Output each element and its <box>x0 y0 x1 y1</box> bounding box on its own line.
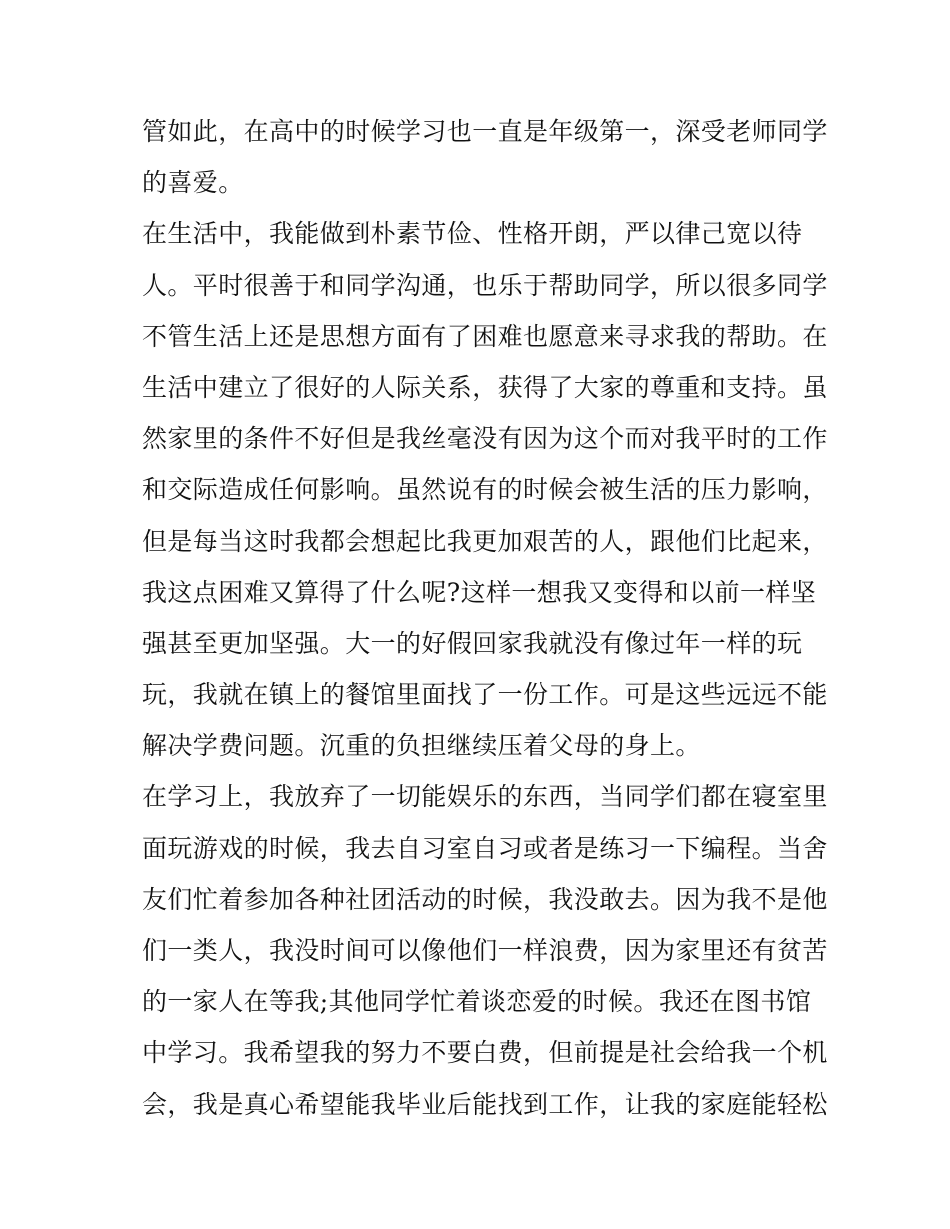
text-line: 生活中建立了很好的人际关系，获得了大家的尊重和支持。虽 <box>142 372 828 402</box>
text-line: 人。平时很善于和同学沟通，也乐于帮助同学，所以很多同学 <box>142 270 828 300</box>
text-line: 会，我是真心希望能我毕业后能找到工作，让我的家庭能轻松 <box>142 1089 828 1119</box>
text-line: 友们忙着参加各种社团活动的时候，我没敢去。因为我不是他 <box>142 884 828 914</box>
text-line: 们一类人，我没时间可以像他们一样浪费，因为家里还有贫苦 <box>142 936 828 965</box>
text-line: 不管生活上还是思想方面有了困难也愿意来寻求我的帮助。在 <box>142 321 828 351</box>
text-line: 和交际造成任何影响。虽然说有的时候会被生活的压力影响， <box>142 475 828 505</box>
text-line: 中学习。我希望我的努力不要白费，但前提是社会给我一个机 <box>142 1038 828 1068</box>
text-line: 管如此，在高中的时候学习也一直是年级第一，深受老师同学 <box>142 117 828 146</box>
text-line: 面玩游戏的时候，我去自习室自习或者是练习一下编程。当舍 <box>142 833 828 863</box>
text-line: 玩，我就在镇上的餐馆里面找了一份工作。可是这些远远不能 <box>142 680 828 710</box>
text-line: 的一家人在等我;其他同学忙着谈恋爱的时候。我还在图书馆 <box>142 987 812 1017</box>
text-line: 强甚至更加坚强。大一的好假回家我就没有像过年一样的玩 <box>142 628 803 658</box>
document-body <box>142 106 828 1130</box>
text-line: 然家里的条件不好但是我丝毫没有因为这个而对我平时的工作 <box>142 424 828 454</box>
text-line: 解决学费问题。沉重的负担继续压着父母的身上。 <box>142 731 701 761</box>
text-line: 的喜爱。 <box>142 168 244 198</box>
text-line: 但是每当这时我都会想起比我更加艰苦的人，跟他们比起来， <box>142 526 828 556</box>
text-line: 在学习上，我放弃了一切能娱乐的东西，当同学们都在寝室里 <box>142 782 828 812</box>
text-line: 我这点困难又算得了什么呢?这样一想我又变得和以前一样坚 <box>142 577 817 607</box>
text-line: 在生活中，我能做到朴素节俭、性格开朗，严以律己宽以待 <box>142 219 803 249</box>
